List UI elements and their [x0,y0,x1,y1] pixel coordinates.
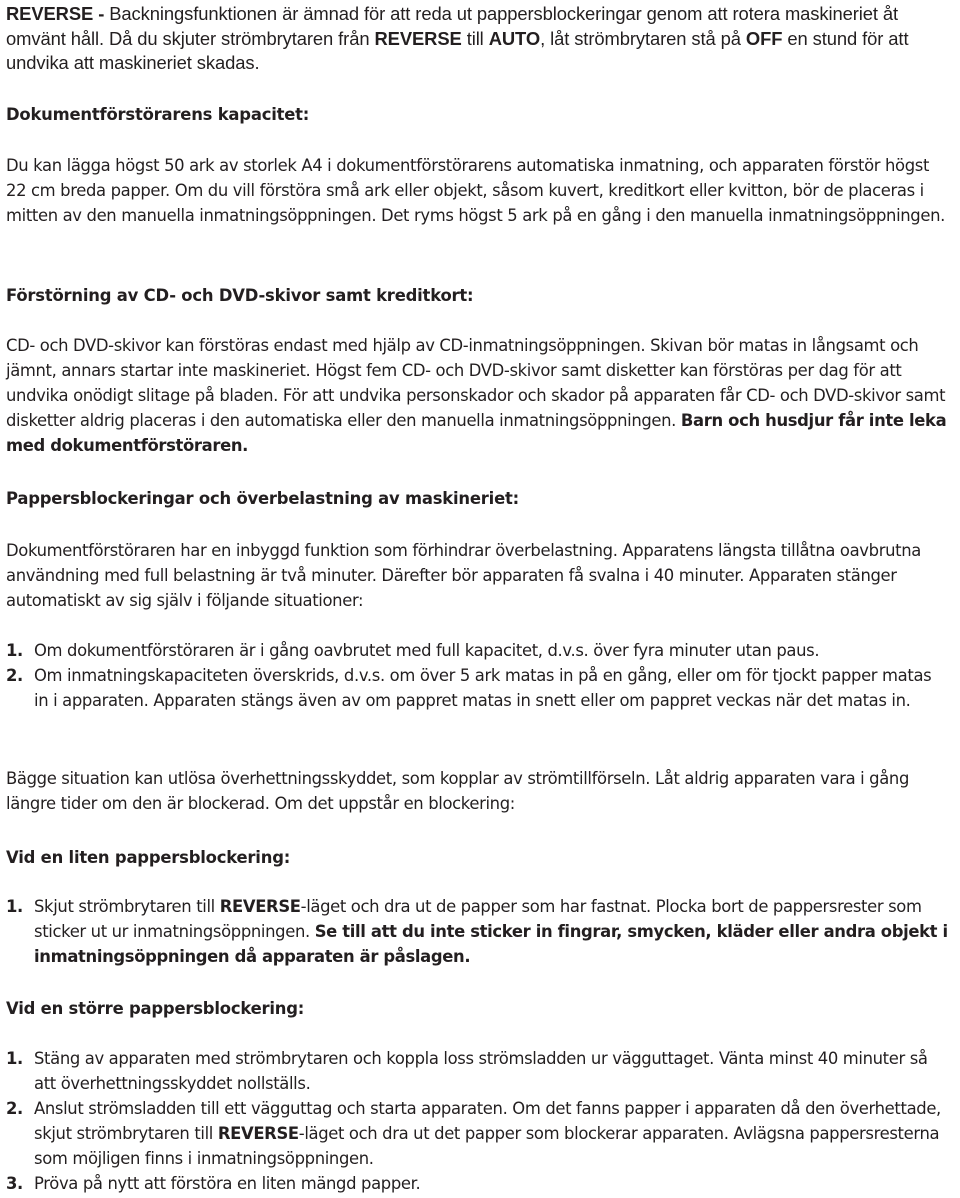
small-jam-list [6,894,950,969]
reverse-intro-paragraph [6,2,950,76]
list-number: 1. [6,641,23,660]
reverse-mode: REVERSE [217,1124,299,1143]
overheat-paragraph: Bägge situation kan utlösa överhettningsskyddet, som kopplar av strömtillförseln. Låt aldrig apparaten vara i gång längre tider om den är blockerad. Om det uppstår en blockering: [6,769,910,813]
intro-text: till [461,27,489,49]
shutdown-list [6,638,950,713]
list-number: 1. [6,1049,23,1068]
overload-paragraph: Dokumentförstöraren har en inbyggd funktion som förhindrar överbelastning. Apparatens längsta tillåtna oavbrutna användning med full belastning är två minuter. Därefter bör apparaten få svalna i 40 minuter. Apparaten stänger automatiskt av sig själv i följande situationer: [6,541,921,610]
list-number: 3. [6,1174,23,1193]
list-text: -läget och dra ut det papper som blockerar apparaten. Avlägsna pappersresterna som möjligen finns i inmatningsöppningen. [34,1124,940,1168]
reverse-mode: REVERSE [219,897,301,916]
reverse-mode: REVERSE [374,27,462,49]
list-number: 2. [6,666,23,685]
list-text: Om dokumentförstöraren är i gång oavbrutet med full kapacitet, d.v.s. över fyra minuter utan paus. [34,641,820,660]
list-item [6,1171,950,1196]
list-item [6,1096,950,1171]
list-item [6,894,950,969]
list-text: Anslut strömsladden till ett vägguttag och starta apparaten. Om det fanns papper i apparaten då den överhettade, skjut strömbrytaren till [34,1099,941,1143]
list-item [6,663,950,713]
intro-text: , låt strömbrytaren stå på [540,27,746,49]
capacity-heading: Dokumentförstörarens kapacitet: [6,105,310,124]
auto-mode: AUTO [488,27,541,49]
list-item [6,1046,950,1096]
capacity-paragraph: Du kan lägga högst 50 ark av storlek A4 i dokumentförstörarens automatiska inmatning, och apparaten förstör högst 22 cm breda papper. Om du vill förstöra små ark eller objekt, såsom kuvert, kreditkort eller kvitton, bör de placeras i mitten av den manuella inmatningsöppningen. Det ryms högst 5 ark på en gång i den manuella inmatningsöppningen. [6,156,945,225]
intro-text: en stund för att undvika att maskineriet skadas. [6,27,909,74]
intro-text: Backningsfunktionen är ämnad för att reda ut pappersblockeringar genom att rotera maskineriet åt omvänt håll. Då du skjuter strömbrytaren från [6,3,899,49]
cd-body: CD- och DVD-skivor kan förstöras endast med hjälp av CD-inmatningsöppningen. Skivan bör matas in långsamt och jämnt, annars startar inte maskineriet. Högst fem CD- och DVD-skivor samt disketter kan förstöras per dag för att undvika onödigt slitage på bladen. För att undvika personskador och skador på apparaten får CD- och DVD-skivor samt disketter aldrig placeras i den automatiska eller den manuella inmatningsöppningen. [6,336,946,430]
list-text: Skjut strömbrytaren till [34,897,220,916]
cd-paragraph [6,333,950,458]
list-text: Om inmatningskapaciteten överskrids, d.v.s. om över 5 ark matas in på en gång, eller om för tjockt papper matas in i apparaten. Apparaten stängs även av om pappret matas in snett eller om pappret veckas när det matas in. [34,666,932,710]
list-number: 1. [6,897,23,916]
list-text: -läget och dra ut de papper som har fastnat. Plocka bort de pappersrester som sticker ut ur inmatningsöppningen. [34,897,922,941]
list-item [6,638,950,663]
list-text: Pröva på nytt att förstöra en liten mängd papper. [34,1174,421,1193]
finger-warning: Se till att du inte sticker in fingrar, smycken, kläder eller andra objekt i inmatningsöppningen då apparaten är påslagen. [34,922,948,966]
large-jam-heading: Vid en större pappersblockering: [6,999,305,1018]
small-jam-heading: Vid en liten pappersblockering: [6,848,291,867]
list-text: Stäng av apparaten med strömbrytaren och koppla loss strömsladden ur vägguttaget. Vänta minst 40 minuter så att överhettningsskyddet nollställs. [34,1049,928,1093]
off-mode: OFF [745,27,783,49]
children-warning: Barn och husdjur får inte leka med dokumentförstöraren. [6,411,947,455]
cd-heading: Förstörning av CD- och DVD-skivor samt kreditkort: [6,286,474,305]
overload-heading: Pappersblockeringar och överbelastning av maskineriet: [6,489,519,508]
reverse-label: REVERSE - [6,3,105,24]
list-number: 2. [6,1099,23,1118]
large-jam-list [6,1046,950,1196]
